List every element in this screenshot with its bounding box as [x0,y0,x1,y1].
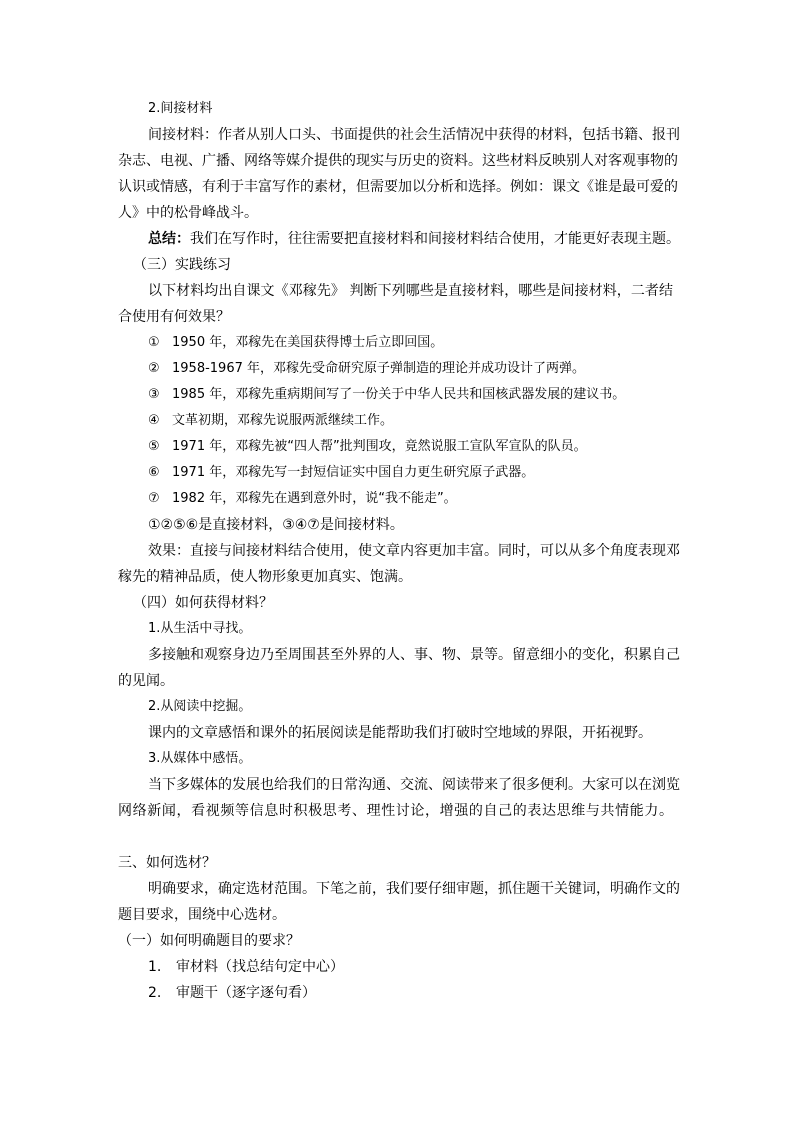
paragraph-line: 当下多媒体的发展也给我们的日常沟通、交流、阅读带来了很多便利。大家可以在浏览 [148,777,680,793]
answer-line: ①②⑤⑥是直接材料，③④⑦是间接材料。 [148,517,404,533]
item-text: 1971 年，邓稼先被“四人帮”批判围攻，竟然说服工宣队军宣队的队员。 [172,439,587,454]
item-text: 审材料（找总结句定中心） [176,959,344,975]
item-marker: ⑦ [148,491,160,506]
paragraph-line: 的见闻。 [118,673,174,689]
item-marker: ① [148,335,160,350]
sub-heading: 1.从生活中寻找。 [148,621,252,636]
item-marker: ③ [148,387,160,402]
summary-label: 总结： [148,231,190,247]
list-item [148,359,585,379]
item-text: 文革初期，邓稼先说服两派继续工作。 [172,413,394,428]
list-item [148,489,457,509]
item-number: 1. [148,959,162,975]
list-item [148,437,587,457]
paragraph-line: 明确要求，确定选材范围。下笔之前，我们要仔细审题，抓住题干关键词，明确作文的 [148,881,680,897]
summary-line [148,229,680,249]
paragraph-line: 题目要求，围绕中心选材。 [118,907,286,923]
section-heading-select: 三、如何选材？ [118,855,216,871]
item-text: 审题干（逐字逐句看） [176,985,316,1001]
item-marker: ④ [148,413,160,428]
item-text: 1982 年，邓稼先在遇到意外时，说“我不能走”。 [172,491,457,506]
section-heading-indirect: 2.间接材料 [148,101,213,116]
paragraph-line: 间接材料：作者从别人口头、书面提供的社会生活情况中获得的材料，包括书籍、报刊 [148,127,680,143]
paragraph-line: 稼先的精神品质，使人物形象更加真实、饱满。 [118,569,412,585]
item-text: 1958-1967 年，邓稼先受命研究原子弹制造的理论并成功设计了两弹。 [172,361,585,376]
sub-heading: 3.从媒体中感悟。 [148,751,252,766]
list-item [148,411,393,431]
item-marker: ⑤ [148,439,160,454]
item-text: 1950 年，邓稼先在美国获得博士后立即回国。 [172,335,444,350]
paragraph-line: 认识或情感，有利于丰富写作的素材，但需要加以分析和选择。例如：课文《谁是最可爱的 [118,179,678,195]
sub-heading: 2.从阅读中挖掘。 [148,699,252,714]
paragraph-line: 以下材料均出自课文《邓稼先》 判断下列哪些是直接材料，哪些是间接材料，二者结 [148,283,673,299]
paragraph-line: 课内的文章感悟和课外的拓展阅读是能帮助我们打破时空地域的界限，开拓视野。 [148,725,652,741]
list-item [148,385,625,405]
paragraph-line: 多接触和观察身边乃至周围甚至外界的人、事、物、景等。留意细小的变化，积累自己 [148,647,680,663]
sub-heading: （一）如何明确题目的要求？ [118,933,300,949]
practice-heading: （三）实践练习 [133,257,231,273]
item-text: 1971 年，邓稼先写一封短信证实中国自力更生研究原子武器。 [172,465,535,480]
obtain-heading: （四）如何获得材料？ [133,595,273,611]
item-number: 2. [148,985,162,1001]
item-marker: ⑥ [148,465,160,480]
paragraph-line: 效果：直接与间接材料结合使用，使文章内容更加丰富。同时，可以从多个角度表现邓 [148,543,680,559]
paragraph-line: 杂志、电视、广播、网络等媒介提供的现实与历史的资料。这些材料反映别人对客观事物的 [118,153,678,169]
list-item [148,333,443,353]
paragraph-line: 人》中的松骨峰战斗。 [118,205,258,221]
list-item [148,983,316,1003]
paragraph-line: 网络新闻，看视频等信息时积极思考、理性讨论，增强的自己的表达思维与共情能力。 [118,803,673,819]
item-text: 1985 年，邓稼先重病期间写了一份关于中华人民共和国核武器发展的建议书。 [172,387,626,402]
paragraph-line: 合使用有何效果？ [118,309,230,325]
list-item [148,463,534,483]
item-marker: ② [148,361,160,376]
list-item [148,957,344,977]
summary-text: 我们在写作时，往往需要把直接材料和间接材料结合使用，才能更好表现主题。 [190,231,680,247]
